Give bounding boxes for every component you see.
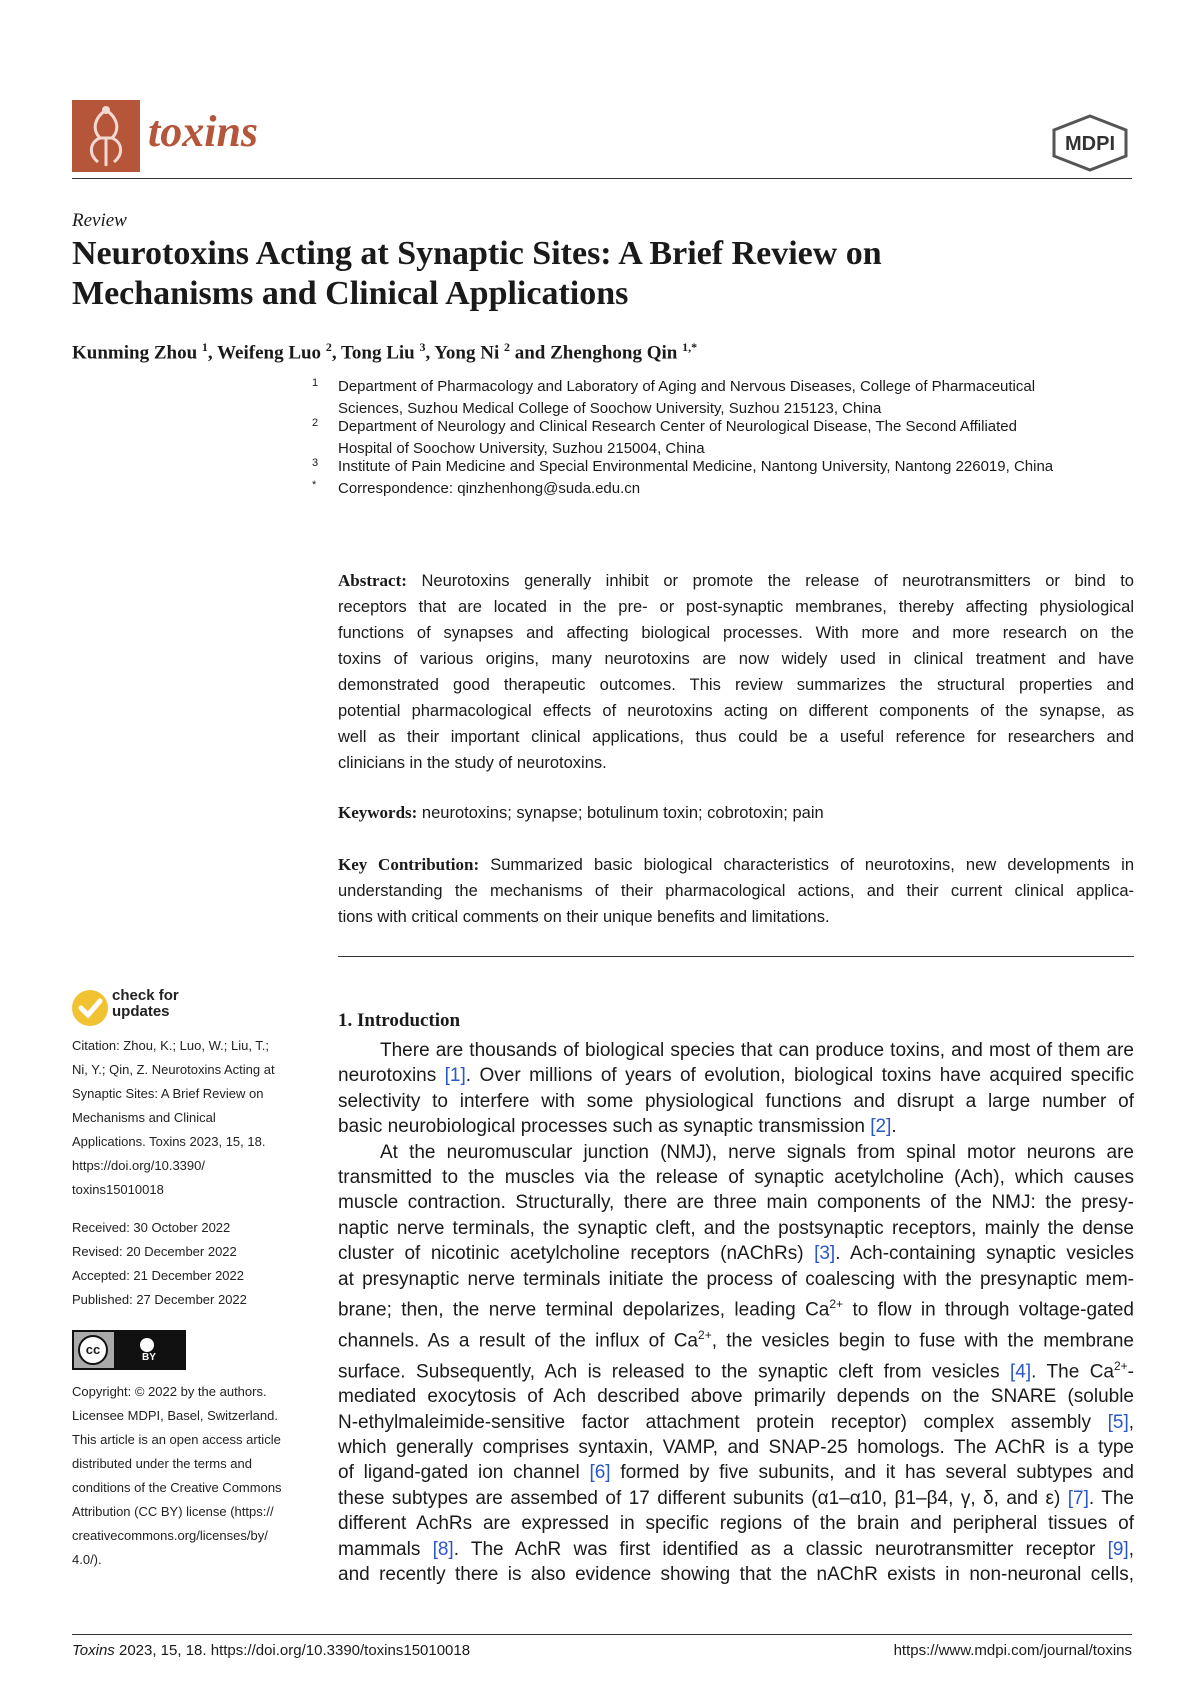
article-title [72,234,1132,314]
author-name: Zhenghong Qin [550,342,678,364]
section-divider [338,956,1134,957]
body-text-segment: At the neuromuscular junction (NMJ), nerve signals from spinal motor neurons are [380,1141,1134,1163]
body-text-segment: basic neurobiological processes such as synaptic transmission [338,1116,871,1138]
accepted-date: Accepted: 21 December 2022 [72,1268,244,1283]
by-icon: BY [114,1332,184,1368]
body-text-segment: these subtypes are assembed of 17 different subunits (α1–α10, β1–β4, γ, δ, and ε) [338,1487,1068,1509]
body-text-segment: transmitted to the muscles via the release of synaptic acetylcholine (Ach), which causes [338,1167,1134,1189]
body-text-segment: brane; then, the nerve terminal depolarizes, leading Ca [338,1299,830,1321]
body-text-segment: and recently there is also evidence showing that the nAChR exists in non-neuronal cells, [338,1564,1134,1586]
author-name: Tong Liu [340,342,415,364]
affiliation [312,456,1138,478]
body-text-segment: . Over millions of years of evolution, biological toxins have acquired specific [465,1065,1134,1087]
check-for-updates-line: updates [112,1003,170,1020]
correspondence [312,478,1138,500]
body-text-segment: surface. Subsequently, Ach is released to the synaptic cleft from vesicles [338,1360,1011,1382]
citation-doi-link[interactable]: https://doi.org/10.3390/ [72,1158,205,1173]
body-line [338,1267,1134,1292]
body-text-segment: cluster of nicotinic acetylcholine receptors (nAChRs) [338,1243,815,1265]
publication-dates [72,1216,312,1312]
body-line [338,1460,1134,1485]
body-line [338,1410,1134,1435]
author-affiliation-mark: 1 [201,340,208,354]
journal-name: toxins [148,107,259,156]
body-line [338,1354,1134,1385]
copyright-line: Attribution (CC BY) license (https:// [72,1504,274,1519]
abstract-line: potential pharmacological effects of neurotoxins acting on different components of the synapse, as [338,702,1134,720]
superscript: 2+ [1113,1358,1128,1373]
body-text-segment: channels. As a result of the influx of Ca [338,1330,699,1352]
license-link[interactable]: creativecommons.org/licenses/by/ [72,1528,268,1543]
footer-citation [72,1642,470,1659]
body-text-segment: N-ethylmaleimide-sensitive factor attachment protein receptor) complex assembly [338,1411,1108,1433]
copyright-line: distributed under the terms and [72,1456,252,1471]
body-text-segment: mediated exocytosis of Ach described above primarily depends on the SNARE (soluble [338,1386,1134,1408]
affiliation-line: Department of Neurology and Clinical Research Center of Neurological Disease, The Second Affiliated [338,418,1017,435]
body-line [338,1384,1134,1409]
abstract-label: Abstract: [338,571,407,590]
footer-doi-link[interactable]: 2023, 15, 18. https://doi.org/10.3390/toxins15010018 [114,1642,471,1659]
author-affiliation-mark: 2 [325,340,332,354]
body-text-segment: of ligand-gated ion channel [338,1462,590,1484]
copyright-line: 4.0/). [72,1552,102,1567]
copyright-line: Copyright: © 2022 by the authors. [72,1384,267,1399]
affiliation [312,376,1138,420]
header-divider [72,178,1132,179]
author-affiliation-mark: 2 [503,340,510,354]
citation-link[interactable]: [6] [589,1462,611,1484]
body-text-segment: - [1127,1360,1134,1382]
affiliation-line: Hospital of Soochow University, Suzhou 215004, China [338,440,705,457]
affiliation-mark: 1 [312,377,319,389]
author-name: Yong Ni [434,342,500,364]
body-text-segment: , [1128,1538,1134,1560]
citation-link[interactable]: [2] [870,1116,892,1138]
received-date: Received: 30 October 2022 [72,1220,231,1235]
body-text-segment: muscle contraction. Structurally, there are three main components of the NMJ: the presy- [338,1192,1134,1214]
keywords [338,800,1134,826]
footer-divider [72,1634,1132,1635]
author-list [72,340,697,364]
abstract-line: functions of synapses and affecting biological processes. With more and more research on the [338,624,1134,642]
body-line [338,1292,1134,1323]
body-text-segment: . The Ca [1031,1360,1114,1382]
abstract [338,568,1134,776]
citation-link[interactable]: [4] [1010,1360,1032,1382]
key-contribution-line: understanding the mechanisms of their pharmacological actions, and their current clinical applica- [338,882,1134,900]
author-name: Kunming Zhou [72,342,198,364]
correspondence-line[interactable]: Correspondence: qinzhenhong@suda.edu.cn [338,480,641,497]
abstract-line: demonstrated good therapeutic outcomes. This review summarizes the structural properties and [338,676,1134,694]
citation-link[interactable]: [3] [814,1243,836,1265]
footer-journal-link[interactable]: https://www.mdpi.com/journal/toxins [893,1642,1132,1659]
body-line [338,1511,1134,1536]
body-text-segment: mammals [338,1538,433,1560]
citation-line: Mechanisms and Clinical [72,1110,216,1125]
abstract-line: well as their important clinical applications, thus could be a useful reference for researchers and [338,728,1134,746]
body-line [338,1140,1134,1165]
publisher-name: MDPI [1065,133,1115,155]
journal-logo-icon [72,100,140,172]
title-line: Mechanisms and Clinical Applications [72,275,629,312]
body-line [338,1323,1134,1354]
abstract-line: Neurotoxins generally inhibit or promote the release of neurotransmitters or bind to [421,572,1134,590]
abstract-line: toxins of various origins, many neurotoxins are now widely used in clinical treatment and have [338,650,1134,668]
author-affiliation-mark: 3 [419,340,426,354]
footer-journal: Toxins [72,1642,115,1659]
section-heading: 1. Introduction [338,1010,461,1031]
body-line [338,1089,1134,1114]
citation-line: Synaptic Sites: A Brief Review on [72,1086,264,1101]
check-for-updates-label [112,988,179,1020]
body-line [338,1165,1134,1190]
citation-link[interactable]: [5] [1107,1411,1129,1433]
citation-line: Citation: Zhou, K.; Luo, W.; Liu, T.; [72,1038,270,1053]
body-line [338,1038,1134,1063]
mdpi-logo-icon [1050,114,1130,172]
article-type: Review [72,210,127,231]
body-line [338,1562,1134,1587]
citation-link[interactable]: [8] [432,1538,454,1560]
body-line [338,1537,1134,1562]
body-text-segment: , the vesicles begin to fuse with the membrane [711,1330,1135,1352]
key-contribution-line: tions with critical comments on their unique benefits and limitations. [338,908,830,926]
body-line [338,1486,1134,1511]
affiliation-line: Department of Pharmacology and Laboratory of Aging and Nervous Diseases, College of Pharmaceutical [338,378,1036,395]
citation-link[interactable]: [9] [1107,1538,1129,1560]
copyright [72,1380,312,1572]
body-text-segment: which generally comprises syntaxin, VAMP, and SNAP-25 homologs. The AChR is a type [338,1437,1134,1459]
body-text-segment: . The AchR was first identified as a classic neurotransmitter receptor [453,1538,1108,1560]
body-text-segment: , [1128,1411,1134,1433]
copyright-line: conditions of the Creative Commons [72,1480,282,1495]
copyright-line: Licensee MDPI, Basel, Switzerland. [72,1408,278,1423]
checkmark-icon [72,990,108,1026]
cc-by-license-icon[interactable] [72,1330,186,1370]
key-contribution-line: Summarized basic biological characteristics of neurotoxins, new developments in [490,856,1134,874]
revised-date: Revised: 20 December 2022 [72,1244,237,1259]
citation-line: Ni, Y.; Qin, Z. Neurotoxins Acting at [72,1062,275,1077]
body-text-segment: . Ach-containing synaptic vesicles [835,1243,1134,1265]
cc-icon: cc [78,1335,108,1365]
author-separator: , [207,342,218,364]
published-date: Published: 27 December 2022 [72,1292,247,1307]
copyright-line: This article is an open access article [72,1432,281,1447]
body-text [338,1038,1134,1588]
body-text-segment: neurotoxins [338,1065,445,1087]
body-line [338,1241,1134,1266]
keywords-text: neurotoxins; synapse; botulinum toxin; cobrotoxin; pain [421,804,824,822]
affiliation-mark: 3 [312,457,319,469]
citation-link[interactable]: [1] [444,1065,466,1087]
check-for-updates-line: check for [112,987,179,1004]
body-line [338,1190,1134,1215]
attribution-person-icon [140,1338,154,1352]
body-line [338,1063,1134,1088]
citation-link[interactable]: [7] [1067,1487,1089,1509]
key-contribution [338,852,1134,930]
affiliation-mark: * [312,479,317,491]
body-line [338,1114,1134,1139]
citation [72,1034,312,1202]
abstract-line: receptors that are located in the pre- or post-synaptic membranes, thereby affecting physiological [338,598,1134,616]
author-name: Weifeng Luo [217,342,322,364]
body-text-segment: . [891,1116,897,1138]
body-text-segment: formed by five subunits, and it has several subtypes and [610,1462,1134,1484]
body-line [338,1216,1134,1241]
body-text-segment: There are thousands of biological species that can produce toxins, and most of them are [380,1040,1134,1061]
body-line [338,1435,1134,1460]
affiliation-line: Institute of Pain Medicine and Special Environmental Medicine, Nantong University, Nantong 226019, China [338,458,1054,475]
affiliation-mark: 2 [312,417,319,429]
body-text-segment: . The [1088,1487,1134,1509]
citation-doi-link[interactable]: toxins15010018 [72,1182,164,1197]
body-text-segment: different AchRs are expressed in specific regions of the brain and peripheral tissues of [338,1513,1134,1535]
abstract-line: clinicians in the study of neurotoxins. [338,754,607,772]
author-separator: , [331,342,341,364]
body-text-segment: selectivity to interfere with some physiological functions and disrupt a large number of [338,1090,1134,1112]
body-text-segment: to flow in through voltage-gated [843,1299,1134,1321]
author-separator: and [509,342,551,364]
citation-line: Applications. Toxins 2023, 15, 18. [72,1134,266,1149]
affiliation-line: Sciences, Suzhou Medical College of Soochow University, Suzhou 215123, China [338,400,882,417]
superscript: 2+ [698,1327,712,1342]
affiliation [312,416,1138,460]
superscript: 2+ [829,1297,844,1312]
check-for-updates-button[interactable] [72,988,184,1028]
title-line: Neurotoxins Acting at Synaptic Sites: A Brief Review on [72,235,882,272]
keywords-label: Keywords: [338,803,418,822]
body-text-segment: naptic nerve terminals, the synaptic cleft, and the postsynaptic receptors, mainly the dense [338,1217,1134,1239]
body-text-segment: at presynaptic nerve terminals initiate the process of coalescing with the presynaptic mem- [338,1268,1134,1290]
key-contribution-label: Key Contribution: [338,855,480,874]
author-affiliation-mark: 1,* [682,340,698,354]
author-separator: , [425,342,435,364]
